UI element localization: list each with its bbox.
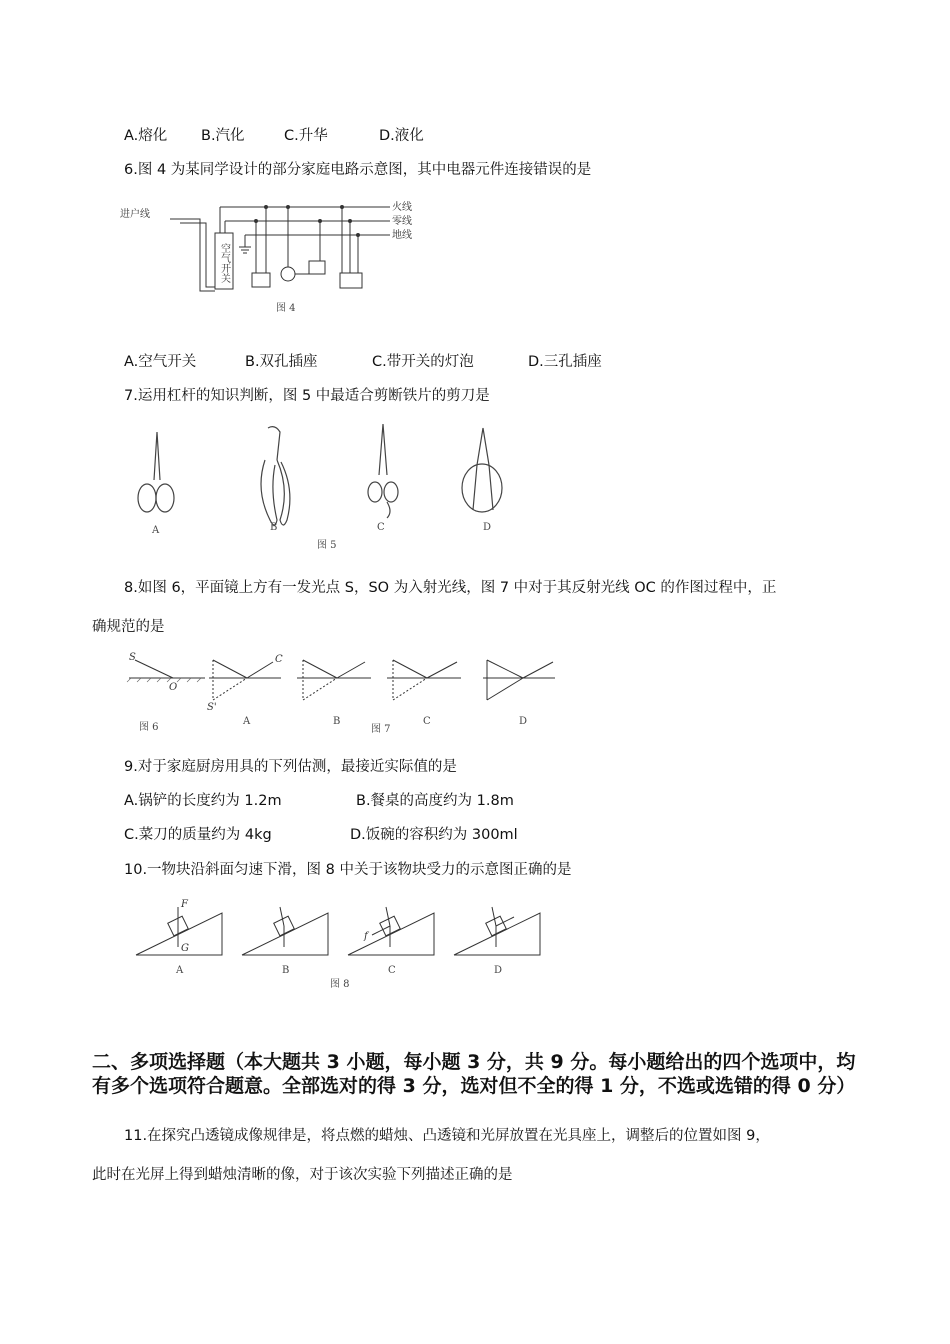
q6-option-d: D.三孔插座: [528, 354, 602, 370]
figure-7-label-b: B: [333, 716, 341, 727]
figure-5-label-a: A: [152, 525, 160, 536]
q8-stem-line1: 8.如图 6，平面镜上方有一发光点 S，SO 为入射光线，图 7 中对于其反射光线 OC 的作图过程中，正: [124, 580, 777, 596]
fig6-point-o: O: [169, 682, 178, 693]
figure-5-label-d: D: [483, 522, 492, 533]
figure-6-7-reflection: [125, 648, 565, 733]
figure-8-label-b: B: [282, 965, 290, 976]
fig6-point-s: S: [129, 652, 136, 663]
figure-7-label-d: D: [519, 716, 528, 727]
label-live-wire: 火线: [392, 202, 412, 213]
q11-stem-line1: 11.在探究凸透镜成像规律是，将点燃的蜡烛、凸透镜和光屏放置在光具座上，调整后的位置如图 9，: [124, 1128, 770, 1144]
q6-option-a: A.空气开关: [124, 354, 197, 370]
q11-stem-line2: 此时在光屏上得到蜡烛清晰的像，对于该次实验下列描述正确的是: [92, 1167, 513, 1183]
figure-5-caption: 图 5: [317, 540, 337, 551]
figure-6-caption: 图 6: [139, 722, 159, 733]
figure-5-scissors: [125, 420, 525, 555]
figure-8-label-d: D: [494, 965, 503, 976]
figure-7-label-a: A: [243, 716, 251, 727]
figure-5-label-c: C: [377, 522, 385, 533]
label-ground-wire: 地线: [392, 230, 412, 241]
label-incoming-line: 进户线: [120, 209, 150, 220]
label-air-switch: 空气开关: [218, 243, 230, 283]
fig7a-point-c: C: [275, 654, 283, 665]
figure-8-label-a: A: [176, 965, 184, 976]
q5-option-c: C.升华: [284, 128, 328, 144]
q9-stem: 9.对于家庭厨房用具的下列估测，最接近实际值的是: [124, 759, 457, 775]
figure-7-caption: 图 7: [371, 724, 391, 735]
q5-option-b: B.汽化: [201, 128, 245, 144]
figure-5-label-b: B: [270, 522, 278, 533]
figure-4-caption: 图 4: [276, 303, 296, 314]
figure-8-caption: 图 8: [330, 979, 350, 990]
q9-option-a: A.锅铲的长度约为 1.2m: [124, 793, 282, 809]
label-neutral-wire: 零线: [392, 216, 412, 227]
fig7a-point-s-image: S': [207, 702, 217, 713]
q9-option-b: B.餐桌的高度约为 1.8m: [356, 793, 514, 809]
q6-option-c: C.带开关的灯泡: [372, 354, 474, 370]
q6-option-b: B.双孔插座: [245, 354, 318, 370]
figure-7-label-c: C: [423, 716, 431, 727]
q5-option-d: D.液化: [379, 128, 424, 144]
figure-8-incline-forces: [132, 895, 552, 990]
q7-stem: 7.运用杠杆的知识判断，图 5 中最适合剪断铁片的剪刀是: [124, 388, 490, 404]
q6-stem: 6.图 4 为某同学设计的部分家庭电路示意图，其中电器元件连接错误的是: [124, 162, 592, 178]
section-2-heading: 二、多项选择题（本大题共 3 小题，每小题 3 分，共 9 分。每小题给出的四个选项中，均有多个选项符合题意。全部选对的得 3 分，选对但不全的得 1 分，不选或选错的得 0 分）: [92, 1051, 856, 1097]
figure-8-label-c: C: [388, 965, 396, 976]
fig8a-force-f: F: [181, 899, 188, 910]
fig8c-friction-f: f: [364, 931, 368, 942]
q5-option-a: A.熔化: [124, 128, 168, 144]
q8-stem-line2: 确规范的是: [92, 619, 165, 635]
fig8a-force-g: G: [181, 943, 189, 954]
q9-option-c: C.菜刀的质量约为 4kg: [124, 827, 272, 843]
q10-stem: 10.一物块沿斜面匀速下滑，图 8 中关于该物块受力的示意图正确的是: [124, 862, 572, 878]
figure-4-circuit: [120, 195, 420, 320]
q9-option-d: D.饭碗的容积约为 300ml: [350, 827, 518, 843]
